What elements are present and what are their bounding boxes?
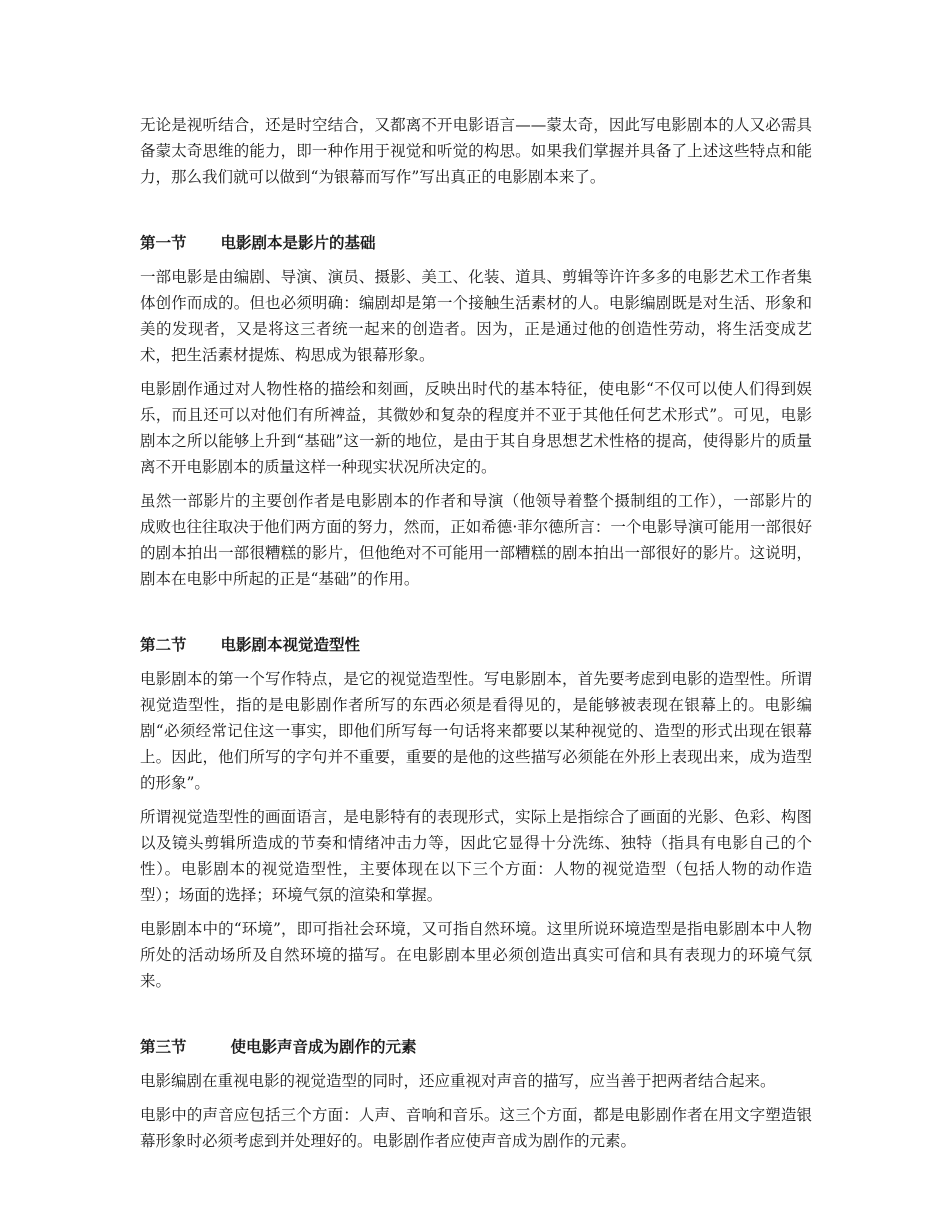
section-number: 第二节 <box>140 635 187 654</box>
body-paragraph: 一部电影是由编剧、导演、演员、摄影、美工、化装、道具、剪辑等许许多多的电影艺术工作者集体创作而成的。但也必须明确：编剧却是第一个接触生活素材的人。电影编剧既是对生活、形象和美的发现者，又是将这三者统一起来的创造者。因为，正是通过他的创造性劳动，将生活变成艺术，把生活素材提炼、构思成为银幕形象。 <box>140 268 812 364</box>
section-number: 第三节 <box>140 1037 187 1056</box>
section-2 <box>140 632 812 994</box>
body-paragraph: 电影剧作通过对人物性格的描绘和刻画，反映出时代的基本特征，使电影“不仅可以使人们得到娱乐，而且还可以对他们有所裨益，其微妙和复杂的程度并不亚于其他任何艺术形式”。可见，电影剧本之所以能够上升到“基础”这一新的地位，是由于其自身思想艺术性格的提高，使得影片的质量离不开电影剧本的质量这样一种现实状况所决定的。 <box>140 380 812 476</box>
intro-paragraph: 无论是视听结合，还是时空结合，又都离不开电影语言——蒙太奇，因此写电影剧本的人又必需具备蒙太奇思维的能力，即一种作用于视觉和听觉的构思。如果我们掌握并具备了上述这些特点和能力，那么我们就可以做到“为银幕而写作”写出真正的电影剧本来了。 <box>140 116 812 186</box>
section-3 <box>140 1034 812 1154</box>
section-heading <box>140 632 812 658</box>
body-paragraph: 所谓视觉造型性的画面语言，是电影特有的表现形式，实际上是指综合了画面的光影、色彩、构图以及镜头剪辑所造成的节奏和情绪冲击力等，因此它显得十分洗练、独特（指具有电影自己的个性）。电影剧本的视觉造型性，主要体现在以下三个方面：人物的视觉造型（包括人物的动作造型）；场面的选择；环境气氛的渲染和掌握。 <box>140 808 812 904</box>
section-heading <box>140 1034 812 1060</box>
body-paragraph: 虽然一部影片的主要创作者是电影剧本的作者和导演（他领导着整个摄制组的工作），一部影片的成败也往往取决于他们两方面的努力，然而，正如希德·菲尔德所言：一个电影导演可能用一部很好的剧本拍出一部很糟糕的影片，但他绝对不可能用一部糟糕的剧本拍出一部很好的影片。这说明，剧本在电影中所起的正是“基础”的作用。 <box>140 492 812 588</box>
body-paragraph: 电影编剧在重视电影的视觉造型的同时，还应重视对声音的描写，应当善于把两者结合起来。 <box>140 1072 776 1090</box>
section-title: 使电影声音成为剧作的元素 <box>230 1037 417 1056</box>
body-paragraph: 电影剧本中的“环境”，即可指社会环境，又可指自然环境。这里所说环境造型是指电影剧本中人物所处的活动场所及自然环境的描写。在电影剧本里必须创造出真实可信和具有表现力的环境气氛来。 <box>140 920 812 990</box>
section-title: 电影剧本视觉造型性 <box>220 635 361 654</box>
section-number: 第一节 <box>140 233 187 252</box>
section-1 <box>140 230 812 592</box>
body-paragraph: 电影中的声音应包括三个方面：人声、音响和音乐。这三个方面，都是电影剧作者在用文字塑造银幕形象时必须考虑到并处理好的。电影剧作者应使声音成为剧作的元素。 <box>140 1106 812 1150</box>
section-heading <box>140 230 812 256</box>
body-paragraph: 电影剧本的第一个写作特点，是它的视觉造型性。写电影剧本，首先要考虑到电影的造型性。所谓视觉造型性，指的是电影剧作者所写的东西必须是看得见的，是能够被表现在银幕上的。电影编剧“必须经常记住这一事实，即他们所写每一句话将来都要以某种视觉的、造型的形式出现在银幕上。因此，他们所写的字句并不重要，重要的是他的这些描写必须能在外形上表现出来，成为造型的形象”。 <box>140 670 812 792</box>
section-title: 电影剧本是影片的基础 <box>220 233 376 252</box>
